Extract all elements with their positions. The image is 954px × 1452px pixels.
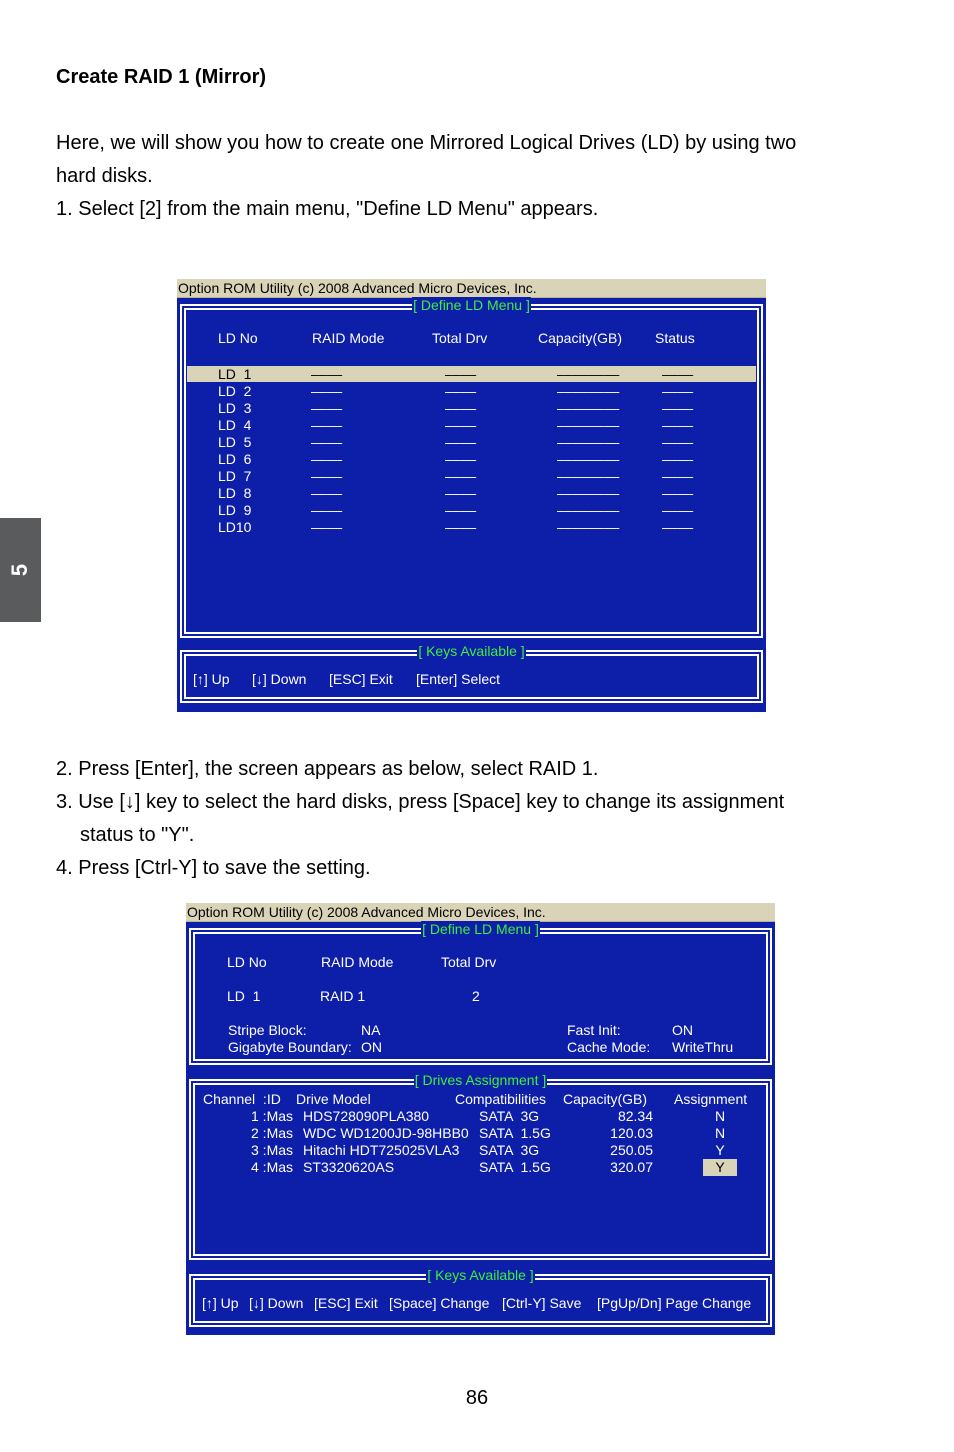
ld-raid-mode: –––– — [311, 519, 343, 535]
ld-status: –––– — [662, 451, 694, 467]
gigabyte-boundary-label: Gigabyte Boundary: — [228, 1039, 352, 1055]
ld-raid-mode: –––– — [311, 451, 343, 467]
ld-total-drv: –––– — [445, 451, 477, 467]
ld-raid-mode: –––– — [311, 417, 343, 433]
ld-status: –––– — [662, 468, 694, 484]
keys-available-panel — [189, 1267, 772, 1327]
ld-capacity: –––––––– — [557, 451, 620, 467]
ld-number[interactable]: LD 9 — [218, 502, 252, 518]
define-ld-raid1-screen — [186, 903, 775, 1335]
ld-total-drv: –––– — [445, 434, 477, 450]
fast-init-label: Fast Init: — [567, 1022, 621, 1038]
col-header-compatibilities: Compatibilities — [455, 1091, 547, 1107]
drives-assignment-panel — [189, 1072, 772, 1260]
panel-title-label: [ Define LD Menu ] — [413, 297, 530, 313]
ld-capacity: –––––––– — [557, 519, 620, 535]
col-header-raid-mode: RAID Mode — [321, 954, 394, 970]
ld-number: LD 1 — [227, 988, 261, 1004]
ld-raid-mode: –––– — [311, 400, 343, 416]
ld-capacity: –––––––– — [557, 417, 620, 433]
col-header-capacity: Capacity(GB) — [563, 1091, 648, 1107]
define-ld-menu-panel — [189, 921, 772, 1065]
drive-assignment[interactable]: N — [714, 1108, 726, 1124]
ld-number[interactable]: LD 6 — [218, 451, 252, 467]
drive-channel-id: 1 :Mas — [251, 1108, 294, 1124]
drive-channel-id: 3 :Mas — [251, 1142, 294, 1158]
drives-panel-title — [191, 1072, 770, 1088]
col-header-drive-model: Drive Model — [296, 1091, 371, 1107]
ld-status: –––– — [662, 434, 694, 450]
ld-raid-mode: –––– — [311, 502, 343, 518]
cache-mode-value[interactable]: WriteThru — [672, 1039, 734, 1055]
ld-capacity: –––––––– — [557, 468, 620, 484]
key-enter-select: [Enter] Select — [416, 671, 501, 687]
col-header-ld-no: LD No — [218, 330, 258, 346]
ld-raid-mode: –––– — [311, 383, 343, 399]
fast-init-value[interactable]: ON — [672, 1022, 693, 1038]
drive-model: ST3320620AS — [303, 1159, 395, 1175]
keys-panel-title — [191, 1267, 770, 1283]
key-up: [↑] Up — [202, 1295, 239, 1311]
ld-total-drv: –––– — [445, 468, 477, 484]
ld-number[interactable]: LD 1 — [218, 366, 252, 382]
drive-compatibility: SATA 1.5G — [479, 1125, 551, 1141]
ld-status: –––– — [662, 383, 694, 399]
ld-capacity: –––––––– — [557, 383, 620, 399]
key-up: [↑] Up — [193, 671, 230, 687]
section-heading: Create RAID 1 (Mirror) — [56, 66, 267, 88]
col-header-channel-id: Channel :ID — [203, 1091, 281, 1107]
cache-mode-label: Cache Mode: — [567, 1039, 651, 1055]
key-space-change: [Space] Change — [389, 1295, 490, 1311]
ld-status: –––– — [662, 366, 694, 382]
intro-line: 1. Select [2] from the main menu, "Define LD Menu" appears. — [56, 198, 599, 220]
drive-compatibility: SATA 3G — [479, 1108, 540, 1124]
ld-capacity: –––––––– — [557, 502, 620, 518]
drive-model: Hitachi HDT725025VLA3 — [303, 1142, 460, 1158]
step-line: 2. Press [Enter], the screen appears as below, select RAID 1. — [56, 758, 599, 780]
define-ld-menu-panel — [180, 297, 763, 638]
ld-status: –––– — [662, 485, 694, 501]
ld-capacity: –––––––– — [557, 366, 620, 382]
steps-text — [56, 753, 916, 885]
drive-assignment[interactable]: Y — [715, 1142, 725, 1158]
key-esc-exit: [ESC] Exit — [329, 671, 393, 687]
ld-number[interactable]: LD 4 — [218, 417, 252, 433]
col-header-status: Status — [655, 330, 695, 346]
key-down: [↓] Down — [252, 671, 307, 687]
col-header-total-drv: Total Drv — [432, 330, 488, 346]
key-ctrl-y-save: [Ctrl-Y] Save — [502, 1295, 582, 1311]
ld-total-drv: –––– — [445, 519, 477, 535]
stripe-block-label: Stripe Block: — [228, 1022, 307, 1038]
ld-raid-mode: –––– — [311, 485, 343, 501]
keys-panel-title-label: [ Keys Available ] — [427, 1267, 534, 1283]
keys-panel-title — [182, 643, 761, 659]
ld-total-drv: –––– — [445, 400, 477, 416]
gigabyte-boundary-value[interactable]: ON — [361, 1039, 382, 1055]
keys-panel-title-label: [ Keys Available ] — [418, 643, 525, 659]
ld-raid-mode: –––– — [311, 434, 343, 450]
panel-title — [191, 921, 770, 937]
key-page-change: [PgUp/Dn] Page Change — [597, 1295, 752, 1311]
ld-status: –––– — [662, 519, 694, 535]
drive-model: WDC WD1200JD-98HBB0 — [303, 1125, 469, 1141]
ld-total-drv: –––– — [445, 502, 477, 518]
intro-text — [56, 127, 916, 226]
col-header-capacity: Capacity(GB) — [538, 330, 623, 346]
step-line: status to "Y". — [80, 824, 195, 846]
total-drv-value: 2 — [472, 988, 480, 1004]
ld-number[interactable]: LD 7 — [218, 468, 252, 484]
drive-assignment[interactable]: Y — [703, 1159, 737, 1176]
ld-total-drv: –––– — [445, 366, 477, 382]
drives-panel-title-label: [ Drives Assignment ] — [414, 1072, 547, 1088]
drive-capacity: 250.05 — [610, 1142, 653, 1158]
ld-number[interactable]: LD 8 — [218, 485, 252, 501]
drive-compatibility: SATA 3G — [479, 1142, 540, 1158]
col-header-ld-no: LD No — [227, 954, 267, 970]
drive-compatibility: SATA 1.5G — [479, 1159, 551, 1175]
drive-capacity: 320.07 — [610, 1159, 653, 1175]
ld-capacity: –––––––– — [557, 434, 620, 450]
ld-raid-mode: –––– — [311, 468, 343, 484]
ld-number[interactable]: LD 3 — [218, 400, 252, 416]
col-header-total-drv: Total Drv — [441, 954, 497, 970]
panel-title-label: [ Define LD Menu ] — [422, 921, 539, 937]
ld-total-drv: –––– — [445, 383, 477, 399]
ld-status: –––– — [662, 417, 694, 433]
col-header-assignment: Assignment — [674, 1091, 748, 1107]
utility-title-bar: Option ROM Utility (c) 2008 Advanced Micro Devices, Inc. — [177, 279, 766, 298]
ld-number[interactable]: LD10 — [218, 519, 252, 535]
stripe-block-value[interactable]: NA — [361, 1022, 381, 1038]
raid-mode-value[interactable]: RAID 1 — [320, 988, 366, 1004]
drive-capacity: 120.03 — [610, 1125, 653, 1141]
page-number: 86 — [465, 1387, 489, 1409]
key-down: [↓] Down — [249, 1295, 304, 1311]
ld-status: –––– — [662, 502, 694, 518]
keys-available-panel — [180, 643, 763, 703]
chapter-tab — [0, 518, 41, 622]
ld-number[interactable]: LD 5 — [218, 434, 252, 450]
step-line: 3. Use [↓] key to select the hard disks, press [Space] key to change its assignment — [56, 791, 785, 813]
define-ld-menu-screen — [177, 279, 766, 712]
intro-line: hard disks. — [56, 165, 153, 187]
step-line: 4. Press [Ctrl-Y] to save the setting. — [56, 857, 371, 879]
ld-capacity: –––––––– — [557, 485, 620, 501]
drive-capacity: 82.34 — [617, 1108, 653, 1124]
drive-assignment[interactable]: N — [714, 1125, 726, 1141]
ld-number[interactable]: LD 2 — [218, 383, 252, 399]
key-esc-exit: [ESC] Exit — [314, 1295, 378, 1311]
col-header-raid-mode: RAID Mode — [312, 330, 385, 346]
drive-channel-id: 2 :Mas — [251, 1125, 294, 1141]
ld-status: –––– — [662, 400, 694, 416]
ld-total-drv: –––– — [445, 417, 477, 433]
drive-channel-id: 4 :Mas — [251, 1159, 294, 1175]
ld-raid-mode: –––– — [311, 366, 343, 382]
drive-model: HDS728090PLA380 — [303, 1108, 430, 1124]
chapter-number: 5 — [7, 563, 33, 577]
panel-title — [182, 297, 761, 313]
ld-capacity: –––––––– — [557, 400, 620, 416]
utility-title-bar: Option ROM Utility (c) 2008 Advanced Micro Devices, Inc. — [186, 903, 775, 922]
ld-total-drv: –––– — [445, 485, 477, 501]
intro-line: Here, we will show you how to create one Mirrored Logical Drives (LD) by using two — [56, 132, 797, 154]
